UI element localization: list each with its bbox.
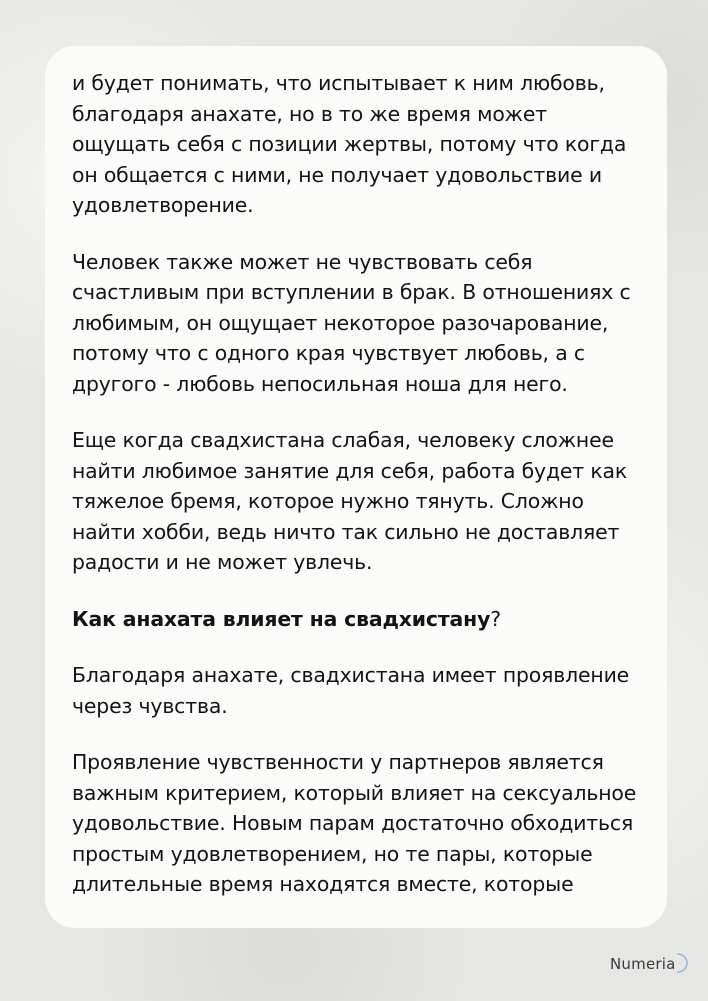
- brand-logo: [610, 952, 690, 976]
- paragraph-3: Еще когда свадхистана слабая, человеку сложнее найти любимое занятие для себя, работа будет как тяжелое бремя, которое нужно тянуть. Сложно найти хобби, ведь ничто так сильно не доставляет радости и не может увлечь.: [72, 428, 628, 574]
- paragraph-2: Человек также может не чувствовать себя счастливым при вступлении в брак. В отношениях с любимым, он ощущает некоторое разочарование, потому что с одного края чувствует любовь, а с другого - любовь непосильная ноша для него.: [72, 249, 631, 396]
- section-heading: [72, 604, 643, 635]
- section-heading-tail: ?: [490, 606, 501, 631]
- paragraph-5: Проявление чувственности у партнеров является важным критерием, который влияет на сексуальное удовольствие. Новым парам достаточно обходиться простым удовлетворением, но те пары, которые длительные время находятся вместе, которые: [72, 750, 637, 896]
- paragraph-4: Благодаря анахате, свадхистана имеет проявление через чувства.: [72, 663, 630, 718]
- logo-arc-icon: [666, 952, 688, 974]
- brand-name: Numeria: [610, 955, 676, 973]
- content-card: [45, 46, 667, 928]
- section-heading-bold: Как анахата влияет на свадхистану: [72, 606, 491, 631]
- paragraph-1: и будет понимать, что испытывает к ним любовь, благодаря анахате, но в то же время может ощущать себя с позиции жертвы, потому что когда он общается с ними, не получает удовольствие и удовлетворение.: [72, 71, 627, 217]
